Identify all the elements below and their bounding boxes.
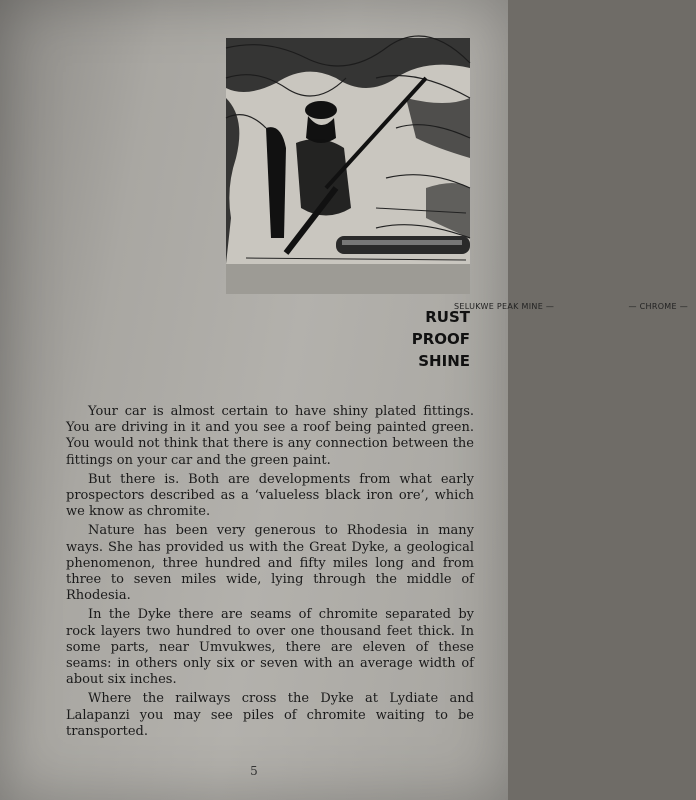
paragraph: Where the railways cross the Dyke at Lydiate and Lalapanzi you may see piles of chromite waiting to be transported.: [66, 691, 474, 739]
heading-line-1: RUST: [425, 308, 470, 326]
illustration-caption: [452, 300, 696, 314]
heading-line-3: SHINE: [418, 352, 470, 370]
paragraph: Nature has been very generous to Rhodesia in many ways. She has provided us with the Great Dyke, a geological phenomenon, three hundred and fifty miles long and from three to seven miles wide, lying through the middle of Rhodesia.: [66, 523, 474, 604]
section-heading: [380, 306, 470, 372]
page-number: 5: [250, 764, 258, 778]
paragraph: But there is. Both are developments from what early prospectors described as a ‘valueless black iron ore’, which we know as chromite.: [66, 471, 474, 520]
caption-mineral: — CHROME —: [628, 302, 688, 311]
body-text: [66, 404, 474, 743]
heading-line-2: PROOF: [411, 330, 470, 348]
miner-drill-drawing: [226, 38, 470, 294]
paragraph: Your car is almost certain to have shiny plated fittings. You are driving in it and you see a roof being painted green. You would not think that there is any connection between the fittings on your car and the green paint.: [66, 404, 474, 468]
caption-mine-name: SELUKWE PEAK MINE —: [454, 302, 555, 311]
paragraph: In the Dyke there are seams of chromite separated by rock layers two hundred to over one thousand feet thick. In some parts, near Umvukwes, there are eleven of these seams: in others only six or seven with an average width of about six inches.: [66, 607, 474, 688]
mine-illustration: [226, 38, 688, 311]
